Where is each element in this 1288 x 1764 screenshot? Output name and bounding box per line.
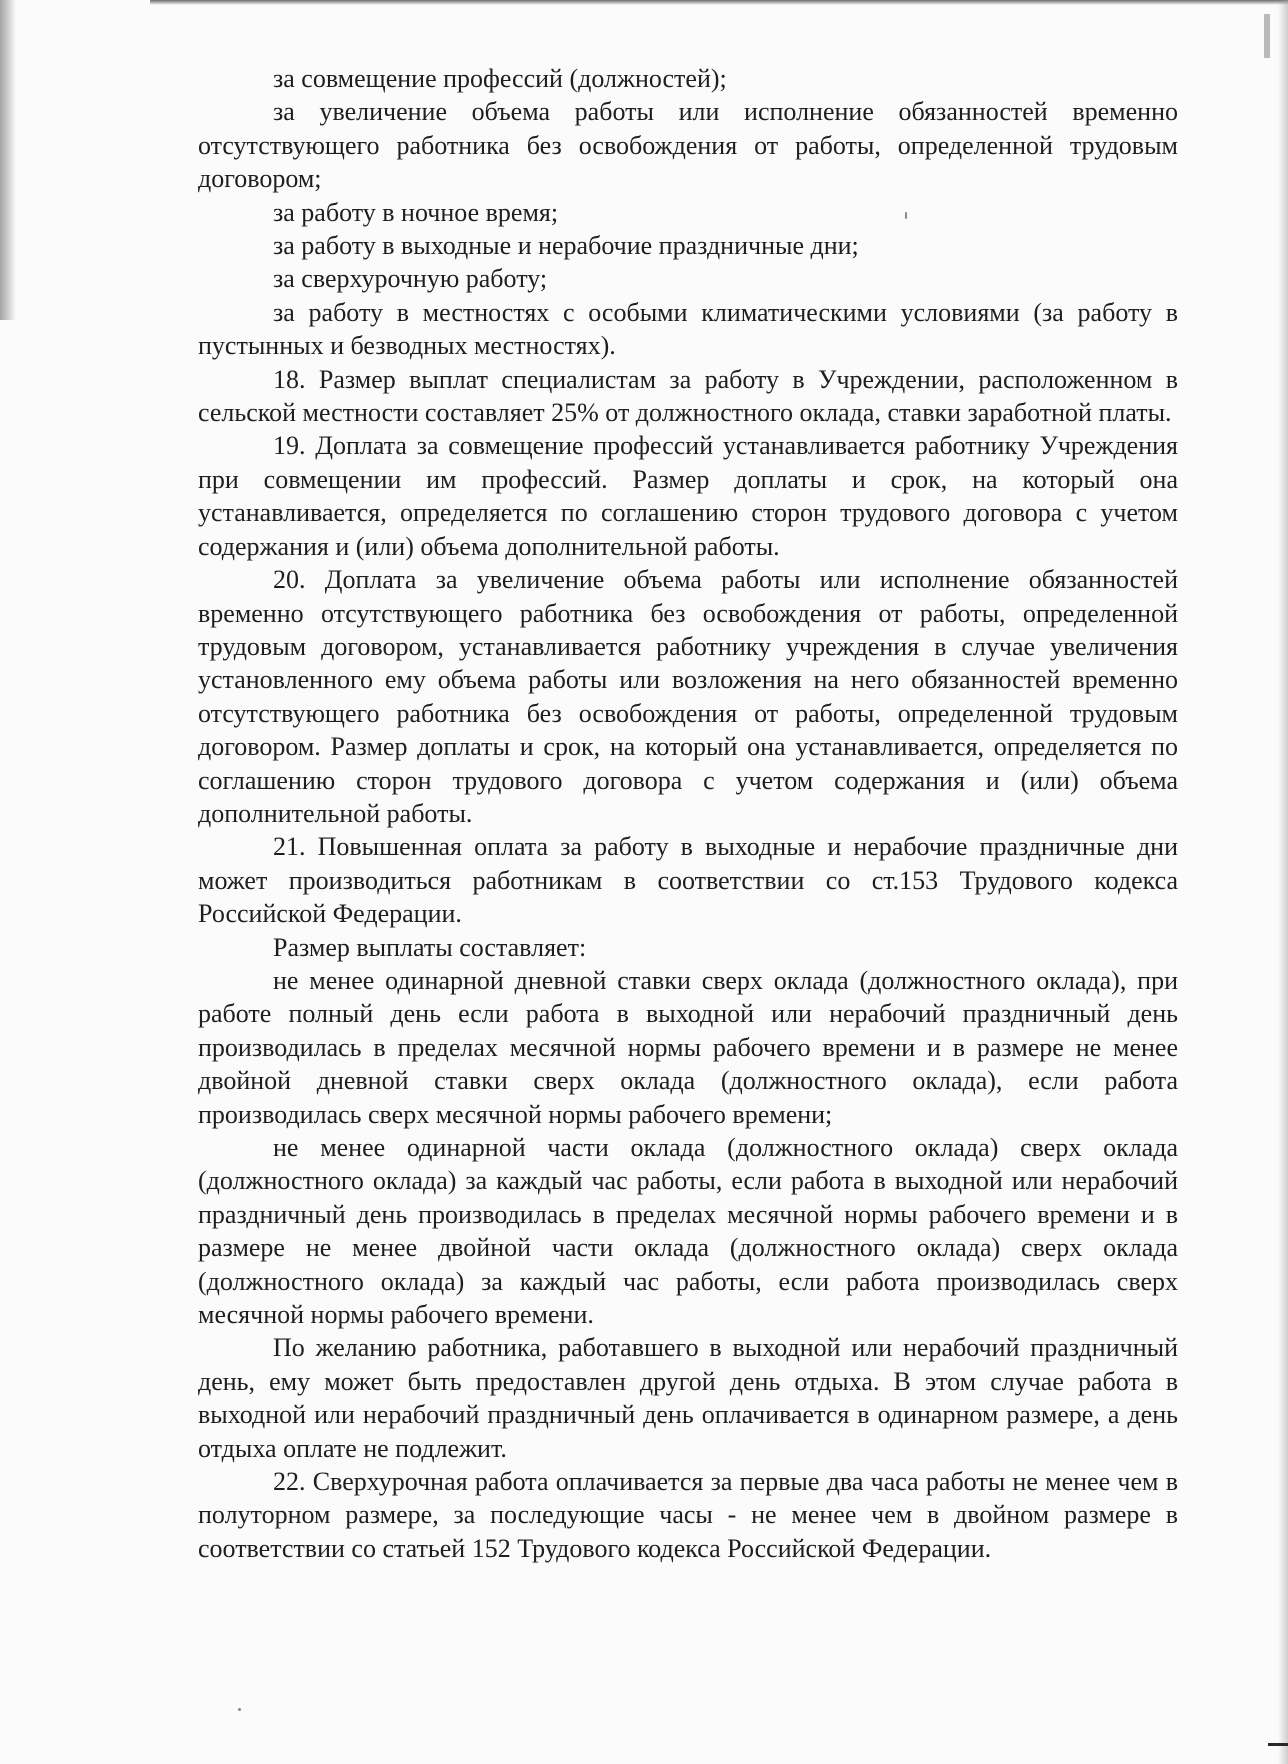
scan-mark-top-right <box>1264 14 1270 58</box>
paragraph-item-21: 21. Повышенная оплата за работу в выходные и нерабочие праздничные дни может производиться работникам в соответствии со ст.153 Трудового кодекса Российской Федерации. <box>198 832 1178 929</box>
paragraph: за работу в выходные и нерабочие праздничные дни; <box>273 231 859 261</box>
paragraph: По желанию работника, работавшего в выходной или нерабочий праздничный день, ему может быть предоставлен другой день отдыха. В этом случае работа в выходной или нерабочий праздничный день оплачивается в одинарном размере, а день отдыха оплате не подлежит. <box>198 1333 1178 1463</box>
paragraph-item-22: 22. Сверхурочная работа оплачивается за первые два часа работы не менее чем в полуторном размере, за последующие часы - не менее чем в двойном размере в соответствии со статьей 152 Трудового кодекса Российской Федерации. <box>198 1467 1178 1563</box>
paragraph: Размер выплаты составляет: <box>273 932 587 962</box>
paragraph: за совмещение профессий (должностей); <box>273 64 727 93</box>
paragraph: за сверхурочную работу; <box>273 264 548 294</box>
paragraph: не менее одинарной части оклада (должностного оклада) сверх оклада (должностного оклада) за каждый час работы, если работа в выходной или нерабочий праздничный день производилась в пределах месячной нормы рабочего времени и в размере не менее двойной части оклада (должностного оклада) сверх оклада (должностного оклада) за каждый час работы, если работа производилась сверх месячной нормы рабочего времени. <box>198 1133 1178 1330</box>
paragraph-item-19: 19. Доплата за совмещение профессий устанавливается работнику Учреждения при совмещении им профессий. Размер доплаты и срок, на который она устанавливается, определяется по соглашению сторон трудового договора с учетом содержания и (или) объема дополнительной работы. <box>198 431 1178 561</box>
paragraph: за увеличение объема работы или исполнение обязанностей временно отсутствующего работника без освобождения от работы, определенной трудовым договором; <box>198 97 1178 194</box>
scan-shadow-left <box>0 0 16 320</box>
paragraph-item-18: 18. Размер выплат специалистам за работу в Учреждении, расположенном в сельской местности составляет 25% от должностного оклада, ставки заработной платы. <box>198 364 1178 428</box>
scan-shadow-top <box>150 0 1288 5</box>
scan-shadow-right <box>1278 0 1288 1764</box>
scan-mark-bottom-right <box>1268 1743 1288 1746</box>
paragraph: за работу в местностях с особыми климатическими условиями (за работу в пустынных и безводных местностях). <box>198 297 1178 361</box>
paragraph-item-20: 20. Доплата за увеличение объема работы или исполнение обязанностей временно отсутствующего работника без освобождения от работы, определенной трудовым договором, устанавливается работнику учреждения в случае увеличения установленного ему объема работы или возложения на него обязанностей временно отсутствующего работника без освобождения от работы, определенной трудовым договором. Размер доплаты и срок, на который она устанавливается, определяется по соглашению сторон трудового договора с учетом содержания и (или) объема дополнительной работы. <box>198 565 1178 828</box>
scan-speck <box>238 1708 241 1711</box>
paragraph: за работу в ночное время; <box>273 197 559 227</box>
document-body <box>198 62 1178 1565</box>
paragraph: не менее одинарной дневной ставки сверх оклада (должностного оклада), при работе полный день если работа в выходной или нерабочий праздничный день производилась в пределах месячной нормы рабочего времени и в размере не менее двойной дневной ставки сверх оклада (должностного оклада), если работа производилась сверх месячной нормы рабочего времени; <box>198 965 1178 1129</box>
